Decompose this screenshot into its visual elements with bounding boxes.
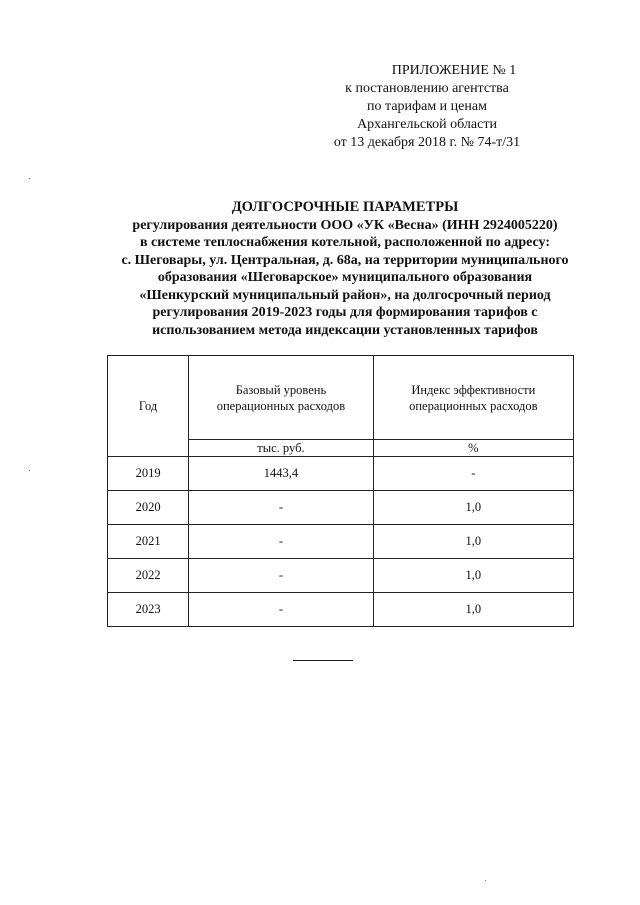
appendix-line-region: Архангельской области — [357, 117, 497, 132]
cell-year: 2021 — [108, 525, 189, 559]
appendix-line-agency: по тарифам и ценам — [367, 99, 487, 114]
header-base-level — [189, 356, 373, 440]
title-heading: ДОЛГОСРОЧНЫЕ ПАРАМЕТРЫ — [231, 199, 459, 215]
cell-year: 2019 — [108, 457, 189, 491]
title-line: образования «Шеговарское» муниципального образования — [157, 270, 533, 285]
title-line: регулирования 2019-2023 годы для формирования тарифов с — [152, 305, 538, 320]
cell-index: 1,0 — [373, 525, 573, 559]
cell-base: - — [189, 491, 373, 525]
title-line: использованием метода индексации установленных тарифов — [152, 322, 538, 338]
cell-base: 1443,4 — [189, 457, 373, 491]
table-row — [108, 491, 574, 525]
unit-index: % — [373, 440, 573, 457]
document-title — [95, 199, 595, 339]
table-row — [108, 457, 574, 491]
header-efficiency-index — [373, 356, 573, 440]
scan-speck — [29, 470, 30, 471]
scan-speck — [485, 880, 486, 881]
title-line: в системе теплоснабжения котельной, расположенной по адресу: — [140, 235, 550, 250]
header-index-line1: Индекс эффективности — [411, 382, 536, 397]
parameters-table — [107, 355, 574, 627]
cell-base: - — [189, 593, 373, 627]
cell-year: 2022 — [108, 559, 189, 593]
cell-index: 1,0 — [373, 593, 573, 627]
table-row — [108, 593, 574, 627]
cell-base: - — [189, 559, 373, 593]
header-base-line2: операционных расходов — [216, 398, 346, 413]
cell-index: - — [373, 457, 573, 491]
cell-index: 1,0 — [373, 559, 573, 593]
header-index-line2: операционных расходов — [409, 398, 538, 413]
table-row — [108, 525, 574, 559]
cell-year: 2023 — [108, 593, 189, 627]
table-row — [108, 559, 574, 593]
appendix-header — [297, 62, 557, 152]
table-header-row — [108, 356, 574, 440]
appendix-number: ПРИЛОЖЕНИЕ № 1 — [391, 63, 517, 78]
unit-base: тыс. руб. — [189, 440, 373, 457]
title-line: с. Шеговары, ул. Центральная, д. 68а, на территории муниципального — [121, 252, 569, 268]
appendix-line-date: от 13 декабря 2018 г. № 74-т/31 — [333, 135, 521, 150]
cell-index: 1,0 — [373, 491, 573, 525]
closing-line — [293, 660, 353, 661]
scan-speck — [29, 178, 30, 179]
header-base-line1: Базовый уровень — [235, 382, 327, 397]
appendix-line-decree: к постановлению агентства — [345, 81, 509, 96]
title-line: «Шенкурский муниципальный район», на долгосрочный период — [139, 287, 551, 303]
title-line: регулирования деятельности ООО «УК «Весна» (ИНН 2924005220) — [132, 217, 558, 233]
cell-base: - — [189, 525, 373, 559]
header-year: Год — [108, 356, 189, 457]
cell-year: 2020 — [108, 491, 189, 525]
